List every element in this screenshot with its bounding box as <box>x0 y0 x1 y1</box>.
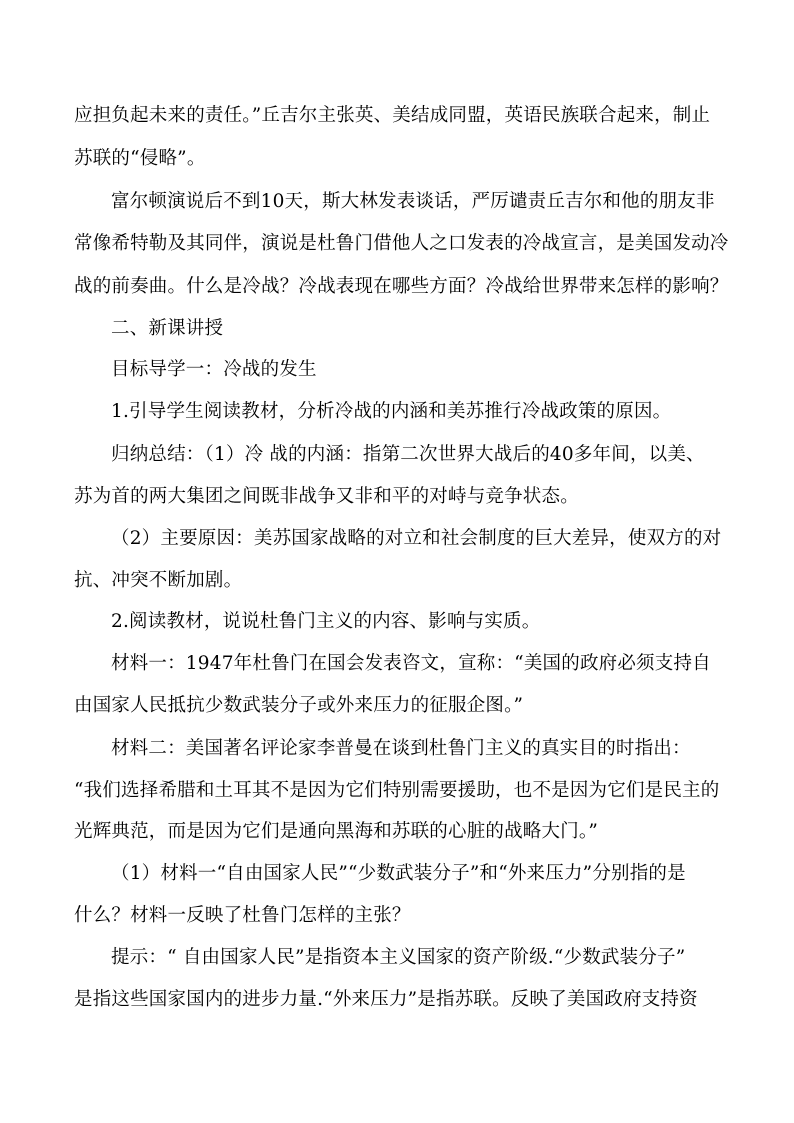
text-line: 什么？材料一反映了杜鲁门怎样的主张？ <box>74 905 411 926</box>
section-heading: 二、新课讲授 <box>111 318 224 339</box>
text-line: （1）材料一“自由国家人民”“少数武装分子”和“外来压力”分别指的是 <box>111 863 686 884</box>
text-line: 抗、冲突不断加剧。 <box>74 570 243 591</box>
subsection-heading: 目标导学一：冷战的发生 <box>111 359 317 380</box>
text-line: （2）主要原因：美苏国家战略的对立和社会制度的巨大差异，使双方的对 <box>111 528 722 549</box>
text-line: 1.引导学生阅读教材，分析冷战的内涵和美苏推行冷战政策的原因。 <box>111 401 672 422</box>
text-line: 常像希特勒及其同伴，演说是杜鲁门借他人之口发表的冷战宣言，是美国发动冷 <box>74 233 729 254</box>
text-line: 由国家人民抵抗少数武装分子或外来压力的征服企图。” <box>74 695 524 716</box>
text-line: 应担负起未来的责任。”丘吉尔主张英、美结成同盟，英语民族联合起来，制止 <box>74 105 711 126</box>
text-line: 光辉典范，而是因为它们是通向黑海和苏联的心脏的战略大门。” <box>74 821 599 842</box>
text-line: 材料一：1947年杜鲁门在国会发表咨文，宣称：“美国的政府必须支持自 <box>111 653 711 674</box>
text-line: 材料二：美国著名评论家李普曼在谈到杜鲁门主义的真实目的时指出： <box>111 738 691 759</box>
text-line: 战的前奏曲。什么是冷战？冷战表现在哪些方面？冷战给世界带来怎样的影响？ <box>74 276 729 297</box>
text-line: 富尔顿演说后不到10天，斯大林发表谈话，严厉谴责丘吉尔和他的朋友非 <box>111 191 715 212</box>
text-line: 提示：“ 自由国家人民”是指资本主义国家的资产阶级.“少数武装分子” <box>111 947 686 968</box>
text-line: 是指这些国家国内的进步力量.“外来压力”是指苏联。反映了美国政府支持资 <box>74 989 698 1010</box>
text-line: 苏联的“侵略”。 <box>74 148 206 169</box>
text-line: “我们选择希腊和土耳其不是因为它们特别需要援助，也不是因为它们是民主的 <box>74 780 720 801</box>
text-line: 苏为首的两大集团之间既非战争又非和平的对峙与竞争状态。 <box>74 486 579 507</box>
text-line: 2.阅读教材，说说杜鲁门主义的内容、影响与实质。 <box>111 611 541 632</box>
text-line: 归纳总结：（1）冷 战的内涵：指第二次世界大战后的40多年间，以美、 <box>111 444 705 465</box>
